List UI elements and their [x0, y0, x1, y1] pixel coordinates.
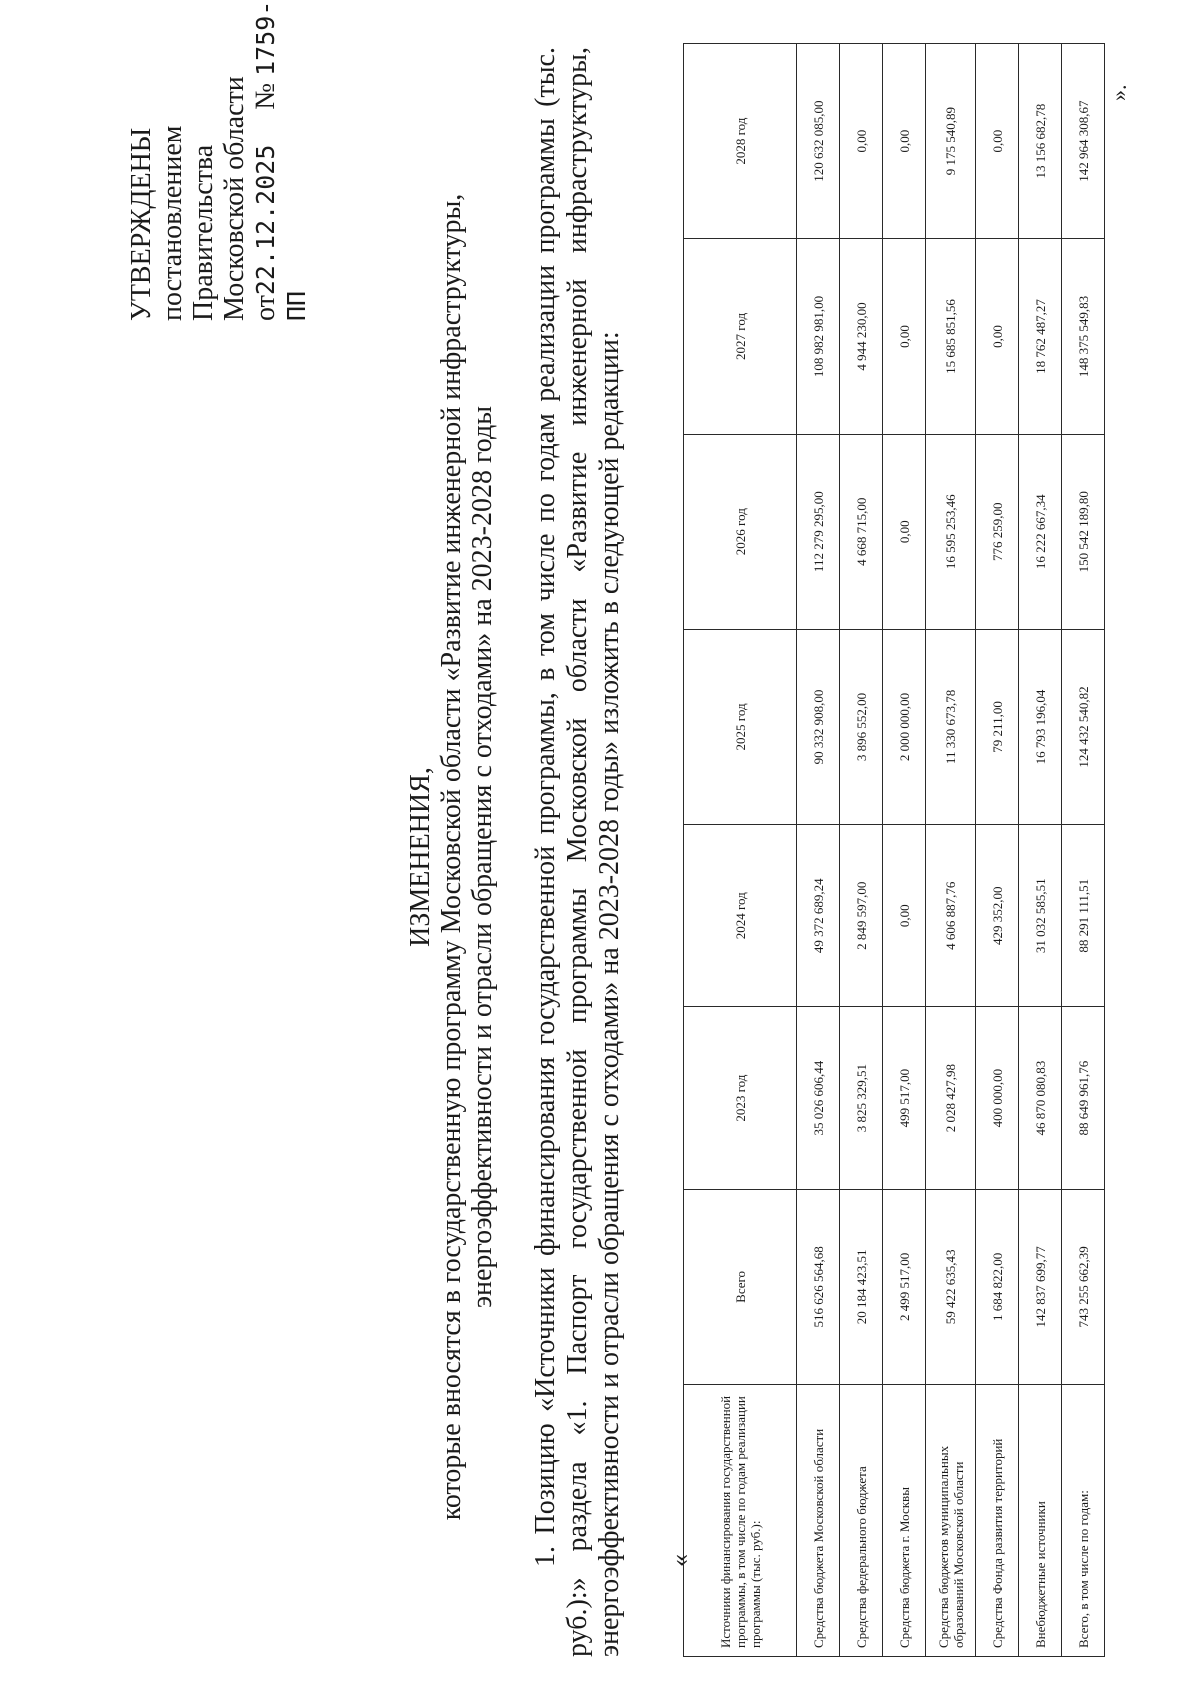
row-value-cell: 776 259,00 — [976, 434, 1019, 629]
header-total: Всего — [684, 1189, 797, 1384]
row-value-cell: 13 156 682,78 — [1019, 44, 1062, 239]
table-row — [976, 44, 1019, 1657]
amendment-paragraph: 1. Позицию «Источники финансирования государственной программы, в том числе по годам реализации программы (тыс. руб.):» раздела «1. Паспорт государственной программы Московской области «Развитие инженерной инфраструктуры, энергоэффективности и отрасли обращения с отходами» на 2023-2028 годы» изложить в следующей редакции: — [530, 47, 625, 1657]
row-value-cell: 499 517,00 — [883, 1007, 926, 1189]
row-value-cell: 0,00 — [883, 825, 926, 1007]
row-value-cell: 49 372 689,24 — [797, 825, 840, 1007]
row-source-label: Средства бюджетов муниципальных образований Московской области — [926, 1385, 976, 1657]
row-value-cell: 0,00 — [883, 239, 926, 434]
table-row — [1062, 44, 1105, 1657]
header-2023: 2023 год — [684, 1007, 797, 1189]
row-value-cell: 16 595 253,46 — [926, 434, 976, 629]
row-value-cell: 79 211,00 — [976, 629, 1019, 824]
row-value-cell: 400 000,00 — [976, 1007, 1019, 1189]
row-value-cell: 16 793 196,04 — [1019, 629, 1062, 824]
title-line-1: которые вносятся в государственную программу Московской области «Развитие инженерной инфраструктуры, — [436, 193, 467, 1521]
date-prefix: от — [250, 295, 281, 321]
row-value-cell: 0,00 — [840, 44, 883, 239]
title-heading: ИЗМЕНЕНИЯ, — [405, 767, 436, 947]
title-line-2: энергоэффективности и отрасли обращения с отходами» на 2023-2028 годы — [467, 405, 498, 1309]
header-2027: 2027 год — [684, 239, 797, 434]
row-value-cell: 18 762 487,27 — [1019, 239, 1062, 434]
row-value-cell: 16 222 667,34 — [1019, 434, 1062, 629]
row-value-cell: 4 606 887,76 — [926, 825, 976, 1007]
row-source-label: Средства бюджета Московской области — [797, 1385, 840, 1657]
row-value-cell: 35 026 606,44 — [797, 1007, 840, 1189]
table-row — [797, 44, 840, 1657]
row-value-cell: 46 870 080,83 — [1019, 1007, 1062, 1189]
row-value-cell: 15 685 851,56 — [926, 239, 976, 434]
row-value-cell: 112 279 295,00 — [797, 434, 840, 629]
row-value-cell: 3 896 552,00 — [840, 629, 883, 824]
approval-title: УТВЕРЖДЕНЫ — [126, 127, 157, 321]
open-quote: « — [665, 1554, 694, 1567]
table-row — [1019, 44, 1062, 1657]
table-row — [883, 44, 926, 1657]
row-value-cell: 4 944 230,00 — [840, 239, 883, 434]
row-value-cell: 148 375 549,83 — [1062, 239, 1105, 434]
row-value-cell: 124 432 540,82 — [1062, 629, 1105, 824]
header-2025: 2025 год — [684, 629, 797, 824]
row-value-cell: 0,00 — [883, 434, 926, 629]
table-row — [840, 44, 883, 1657]
row-value-cell: 59 422 635,43 — [926, 1189, 976, 1384]
row-value-cell: 120 632 085,00 — [797, 44, 840, 239]
row-value-cell: 2 849 597,00 — [840, 825, 883, 1007]
approval-date-line — [250, 0, 312, 321]
row-value-cell: 0,00 — [976, 44, 1019, 239]
header-2028: 2028 год — [684, 44, 797, 239]
row-value-cell: 20 184 423,51 — [840, 1189, 883, 1384]
row-value-cell: 3 825 329,51 — [840, 1007, 883, 1189]
row-value-cell: 11 330 673,78 — [926, 629, 976, 824]
header-2026: 2026 год — [684, 434, 797, 629]
header-sources: Источники финансирования государственной программы, в том числе по годам реализации программы (тыс. руб.): — [684, 1385, 797, 1657]
approval-region: Московской области — [219, 76, 250, 321]
row-source-label: Средства бюджета г. Москвы — [883, 1385, 926, 1657]
row-value-cell: 0,00 — [883, 44, 926, 239]
row-value-cell: 90 332 908,00 — [797, 629, 840, 824]
document-title — [405, 107, 498, 1607]
number-prefix: № — [250, 82, 281, 110]
row-value-cell: 150 542 189,80 — [1062, 434, 1105, 629]
row-value-cell: 2 499 517,00 — [883, 1189, 926, 1384]
row-value-cell: 142 837 699,77 — [1019, 1189, 1062, 1384]
approval-date: 22.12.2025 — [251, 144, 280, 296]
row-source-label: Средства федерального бюджета — [840, 1385, 883, 1657]
row-source-label: Всего, в том числе по годам: — [1062, 1385, 1105, 1657]
row-value-cell: 0,00 — [976, 239, 1019, 434]
row-value-cell: 2 000 000,00 — [883, 629, 926, 824]
row-value-cell: 2 028 427,98 — [926, 1007, 976, 1189]
table-row — [926, 44, 976, 1657]
approval-stamp — [126, 0, 312, 321]
row-value-cell: 1 684 822,00 — [976, 1189, 1019, 1384]
row-source-label: Средства Фонда развития территорий — [976, 1385, 1019, 1657]
row-value-cell: 142 964 308,67 — [1062, 44, 1105, 239]
row-value-cell: 429 352,00 — [976, 825, 1019, 1007]
financing-table-body — [684, 44, 1105, 1657]
row-value-cell: 31 032 585,51 — [1019, 825, 1062, 1007]
row-value-cell: 743 255 662,39 — [1062, 1189, 1105, 1384]
row-value-cell: 108 982 981,00 — [797, 239, 840, 434]
row-value-cell: 88 649 961,76 — [1062, 1007, 1105, 1189]
approval-number: 1759-ПП — [251, 0, 311, 321]
approval-decree: постановлением Правительства — [157, 125, 219, 321]
financing-table — [683, 43, 1105, 1657]
row-source-label: Внебюджетные источники — [1019, 1385, 1062, 1657]
row-value-cell: 88 291 111,51 — [1062, 825, 1105, 1007]
row-value-cell: 4 668 715,00 — [840, 434, 883, 629]
header-2024: 2024 год — [684, 825, 797, 1007]
row-value-cell: 516 626 564,68 — [797, 1189, 840, 1384]
table-header-row — [684, 44, 797, 1657]
close-quote: ». — [1106, 84, 1131, 101]
row-value-cell: 9 175 540,89 — [926, 44, 976, 239]
